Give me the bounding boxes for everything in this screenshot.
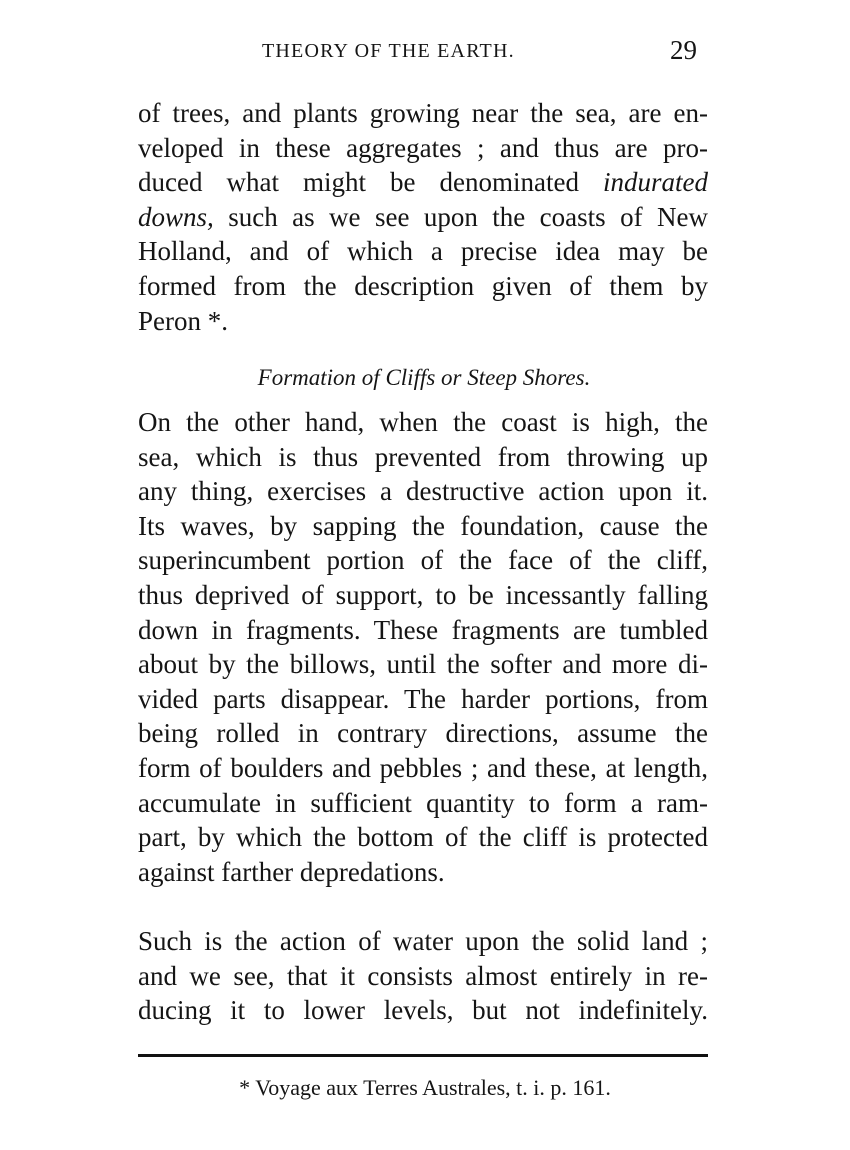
paragraph-2-line-10: being rolled in contrary directions, assume the bbox=[138, 718, 708, 749]
paragraph-2-line-14: against farther depredations. bbox=[138, 856, 445, 887]
paragraph-1-line-2: veloped in these aggregates ; and thus are pro- bbox=[138, 132, 708, 163]
paragraph-1-line-4 bbox=[138, 200, 708, 235]
paragraph-2-line-8: about by the billows, until the softer and more di- bbox=[138, 649, 708, 680]
running-title: THEORY OF THE EARTH. bbox=[262, 40, 515, 62]
paragraph-2-line-3: any thing, exercises a destructive action upon it. bbox=[138, 476, 708, 507]
page-header bbox=[137, 35, 707, 80]
paragraph-1-line-3-text: duced what might be denominated bbox=[138, 167, 603, 198]
paragraph-1 bbox=[138, 96, 708, 338]
paragraph-1-line-4-rest: such as we see upon the coasts of New bbox=[213, 201, 708, 232]
paragraph-2-line-9: vided parts disappear. The harder portions, from bbox=[138, 683, 708, 714]
paragraph-2 bbox=[138, 405, 708, 889]
paragraph-2-line-5: superincumbent portion of the face of the cliff, bbox=[138, 545, 708, 576]
paragraph-3-line-1: Such is the action of water upon the solid land ; bbox=[138, 926, 708, 956]
paragraph-1-line-3 bbox=[138, 165, 708, 200]
paragraph-2-line-6: thus deprived of support, to be incessantly falling bbox=[138, 579, 708, 610]
paragraph-2-line-7: down in fragments. These fragments are tumbled bbox=[138, 614, 708, 645]
footnote: * Voyage aux Terres Australes, t. i. p. 161. bbox=[239, 1075, 611, 1100]
section-heading: Formation of Cliffs or Steep Shores. bbox=[257, 365, 591, 390]
paragraph-1-line-6: formed from the description given of them by bbox=[138, 270, 708, 301]
italic-term-indurated: indurated bbox=[603, 167, 708, 198]
paragraph-3-line-3: ducing it to lower levels, but not indefinitely. bbox=[138, 995, 708, 1026]
footnote-rule bbox=[138, 1054, 708, 1057]
paragraph-2-line-11: form of boulders and pebbles ; and these, at length, bbox=[138, 752, 708, 783]
paragraph-2-line-2: sea, which is thus prevented from throwing up bbox=[138, 441, 708, 472]
paragraph-2-line-12: accumulate in sufficient quantity to form a ram- bbox=[138, 787, 708, 818]
paragraph-2-line-13: part, by which the bottom of the cliff is protected bbox=[138, 822, 708, 853]
page-number: 29 bbox=[670, 35, 697, 65]
paragraph-1-line-1: of trees, and plants growing near the sea, are en- bbox=[138, 98, 708, 128]
paragraph-1-line-5: Holland, and of which a precise idea may be bbox=[138, 236, 708, 267]
paragraph-1-line-7: Peron *. bbox=[138, 305, 228, 336]
paragraph-3-line-2: and we see, that it consists almost entirely in re- bbox=[138, 960, 708, 991]
italic-term-downs: downs, bbox=[138, 201, 214, 232]
paragraph-2-line-1: On the other hand, when the coast is high, the bbox=[138, 407, 708, 437]
paragraph-3 bbox=[138, 924, 708, 1028]
paragraph-2-line-4: Its waves, by sapping the foundation, cause the bbox=[138, 510, 708, 541]
